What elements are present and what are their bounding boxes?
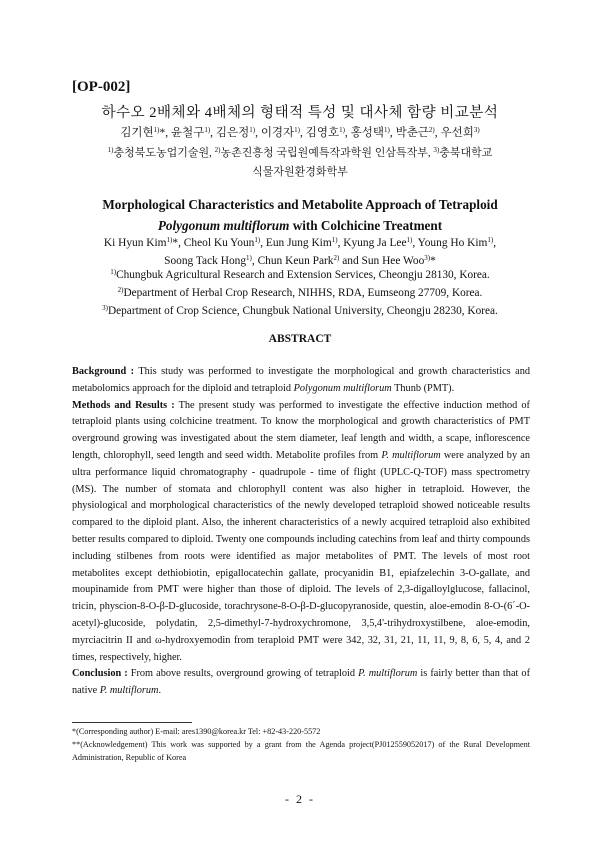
footnote-rule (72, 722, 192, 723)
korean-title: 하수오 2배체와 4배체의 형태적 특성 및 대사체 함량 비교분석 (101, 105, 499, 121)
conclusion-paragraph: Conclusion : From above results, overground growing of tetraploid P. multiflorum is fairly better than that of native P. multiflorum. (72, 668, 531, 697)
korean-affiliations: $^{1)}$충청북도농업기술원, $^{2)}$농촌진흥청 국립원예특작과학원 인삼특작부, $^{3)}$충북대학교 식물자원환경화학부 (107, 146, 493, 178)
footnote-acknowledgement: **(Acknowledgement) This work was supported by a grant from the Agenda project(PJ012559052017) of the Rural Development Administration, Republic of Korea (72, 740, 530, 762)
methods-results-paragraph: Methods and Results : The present study was performed to investigate the effective induction method of tetraploid plants using colchicine treatment. To know the morphological and growth characteristics of PMT overground growing was investigated about the stem diameter, leaf length and width, a scape, inflorescence length, chlorophyll, seed length and seed width. Metabolite profiles from P. multiflorum were analyzed by an ultra performance liquid chromatography - quadrupole - time of flight (UPLC-Q-TOF) mass spectrometry (MS). The number of stomata and chlorophyll content was also higher in tetraploid. However, the physiological and morphological characteristics of the newly developed tetraploid showed noticeable results compared to the diploid plant. Also, the inherent characteristics of a newly acquired tetraploid also exhibited better results compared to diploid. Twenty one compounds including catechins from leaf and thirty compounds including stilbenes from roots were identified as major metabolites of PMT. The levels of most root metabolites except dethiobiotin, epigallocatechin gallate, procyanidin B1, epiafzelechin 3-O-gallate, and moupinamide from PMT were higher than those of diploid. The levels of 2,3-digalloylglucose, fallacinol, tricin, physcion-8-O-β-D-glucoside, torachrysone-8-O-β-D-glucopyranoside, questin, aloe-emodin 8-O-(6΄-O-acetyl)-glucoside, polydatin, 2,5-dimethyl-7-hydroxychromone, 3,5,4'-trihydroxystilbene, aloe-emodin, myrciacitrin II and ω-hydroxyemodin from teraploid PMT were 342, 32, 31, 21, 11, 11, 9, 8, 6, 5, 4, and 2 times, respectively, higher. (72, 399, 530, 663)
page-number: - 2 - (285, 792, 315, 806)
background-paragraph: Background : This study was performed to investigate the morphological and growth characteristics and metabolomics approach for the diploid and tetraploid Polygonum multiflorum Thunb (PMT). (72, 366, 530, 394)
footnotes (72, 725, 530, 764)
paper-code: [OP-002] (72, 79, 131, 95)
korean-authors: 김기현$^{1)}$*, 윤철구$^{1)}$, 김은정$^{1)}$, 이경자$^{1)}$, 김영호$^{1)}$, 홍성택$^{1)}$, 박춘근$^{2)}$, 우선희$^{3)}$ (120, 126, 480, 139)
english-affiliations: $^{1)}$Chungbuk Agricultural Research and Extension Services, Cheongju 28130, Korea. $^{2)}$Department of Herbal Crop Research, NIHHS, RDA, Eumseong 27709, Korea. $^{3)}$Department of Crop Science, Chungbuk National University, Cheongju 28230, Korea. (102, 268, 498, 317)
english-title: Morphological Characteristics and Metabolite Approach of Tetraploid Polygonum multiflorum with Colchicine Treatment (102, 197, 498, 233)
abstract-heading: ABSTRACT (268, 333, 332, 345)
footnote-corresponding: *(Corresponding author) E-mail: ares1390@korea.kr Tel: +82-43-220-5572 (72, 727, 321, 736)
english-authors: Ki Hyun Kim$^{1)}$*, Cheol Ku Youn$^{1)}$, Eun Jung Kim$^{1)}$, Kyung Ja Lee$^{1)}$, Young Ho Kim$^{1)}$, Soong Tack Hong$^{1)}$, Chun Keun Park$^{2)}$ and Sun Hee Woo$^{3)}$* (103, 236, 497, 267)
abstract-body (72, 364, 530, 700)
